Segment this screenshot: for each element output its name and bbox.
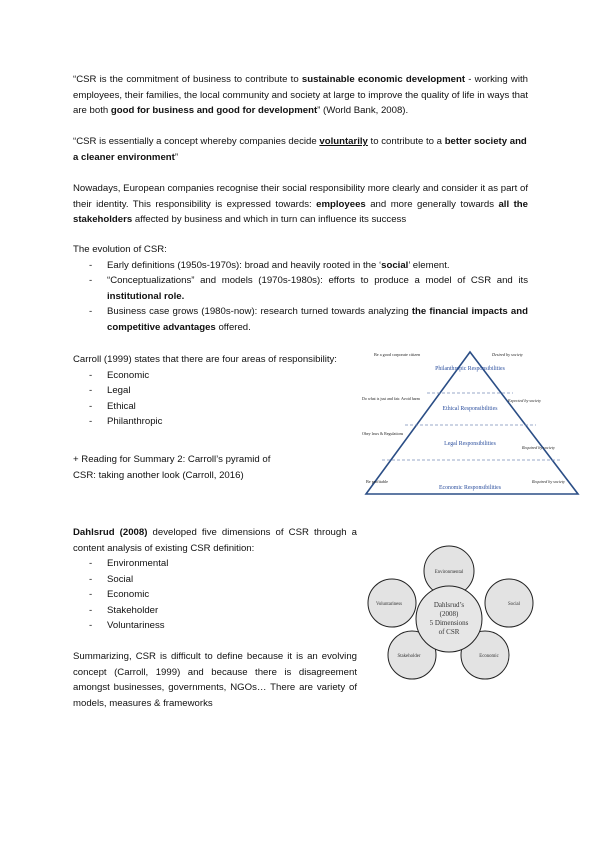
csr-quote-world-bank: “CSR is the commitment of business to contribute to sustainable economic development - working with employees, their families, the local community and society at large to improve the quality of life in ways that are both good for business and good for development” (World Bank, 2008). xyxy=(73,74,528,116)
list-item: - Social xyxy=(73,572,357,588)
venn-center-line: Dahlsrud’s xyxy=(433,601,465,609)
evolution-heading: The evolution of CSR: xyxy=(73,244,167,255)
pyramid-level-legal: Legal Responsibilities xyxy=(444,441,496,447)
carroll-list xyxy=(73,368,363,430)
evolution-section xyxy=(73,242,528,335)
pyramid-left-note: Obey laws & Regulations xyxy=(362,431,404,436)
carroll-intro: Carroll (1999) states that there are four areas of responsibility: xyxy=(73,354,337,365)
venn-petal-label: Voluntariness xyxy=(375,602,403,607)
reading-note: + Reading for Summary 2: Carroll’s pyramid of CSR: taking another look (Carroll, 2016) xyxy=(73,454,271,481)
csr-quote-voluntary: “CSR is essentially a concept whereby companies decide voluntarily to contribute to a better society and a cleaner environment” xyxy=(73,136,527,163)
list-item: - Economic xyxy=(73,368,363,384)
pyramid-left-note: Do what is just and fair. Avoid harm xyxy=(362,396,420,401)
venn-svg xyxy=(365,542,538,687)
pyramid-level-ethical: Ethical Responsibilities xyxy=(442,406,498,412)
list-item: - Economic xyxy=(73,587,357,603)
venn-petal-label: Social xyxy=(508,602,520,607)
dahlsrud-section: Dahlsrud (2008) developed five dimensions of CSR through a content analysis of existing CSR definition: - Environmental - Social - Economic - Stakeholder - Voluntariness xyxy=(73,525,357,634)
venn-petal-label: Stakeholder xyxy=(397,654,421,659)
pyramid-outline xyxy=(366,352,578,494)
carroll-pyramid-figure xyxy=(360,346,582,500)
pyramid-level-philanthropic: Philanthropic Responsibilities xyxy=(435,366,505,372)
list-item: - “Conceptualizations” and models (1970s-1980s): efforts to produce a model of CSR and its institutional role. xyxy=(73,273,528,304)
venn-petal-label: Environmental xyxy=(434,570,464,575)
european-companies-paragraph: Nowadays, European companies recognise their social responsibility more clearly and consider it as part of their identity. This responsibility is expressed towards: employees and more generally towards all the stakeholders affected by business and which in turn can influence its success xyxy=(73,183,528,225)
dahlsrud-citation: Dahlsrud (2008) xyxy=(73,527,148,538)
venn-center-line: of CSR xyxy=(438,628,460,636)
list-item: - Voluntariness xyxy=(73,618,357,634)
pyramid-left-note: Be profitable xyxy=(366,479,388,484)
list-item: - Ethical xyxy=(73,399,363,415)
pyramid-level-economic: Economic Responsibilities xyxy=(439,485,501,491)
pyramid-right-note: Required by society xyxy=(532,479,565,484)
evolution-list xyxy=(73,258,528,336)
pyramid-right-note: Expected by society xyxy=(508,398,542,403)
list-item: - Stakeholder xyxy=(73,603,357,619)
list-item: - Legal xyxy=(73,383,363,399)
dahlsrud-venn-figure xyxy=(365,542,538,687)
summary-paragraph: Summarizing, CSR is difficult to define because it is an evolving concept (Carroll, 1999) and because there is disagreement amongst businesses, governments, NGOs… There are variety of models, measures & frameworks xyxy=(73,651,357,709)
dahlsrud-list xyxy=(73,556,357,634)
pyramid-right-note: Desired by society xyxy=(492,352,523,357)
list-item: - Early definitions (1950s-1970s): broad and heavily rooted in the ‘social’ element. xyxy=(73,258,528,274)
venn-petal-label: Economic xyxy=(479,654,499,659)
venn-center-line: 5 Dimensions xyxy=(429,619,469,627)
list-item: - Environmental xyxy=(73,556,357,572)
pyramid-left-note: Be a good corporate citizen xyxy=(374,352,421,357)
list-item: - Business case grows (1980s-now): research turned towards analyzing the financial impacts and competitive advantages offered. xyxy=(73,304,528,335)
venn-center-line: (2008) xyxy=(439,610,459,618)
pyramid-right-note: Required by society xyxy=(522,445,555,450)
list-item: - Philanthropic xyxy=(73,414,363,430)
pyramid-svg xyxy=(360,346,582,500)
carroll-section xyxy=(73,352,363,430)
